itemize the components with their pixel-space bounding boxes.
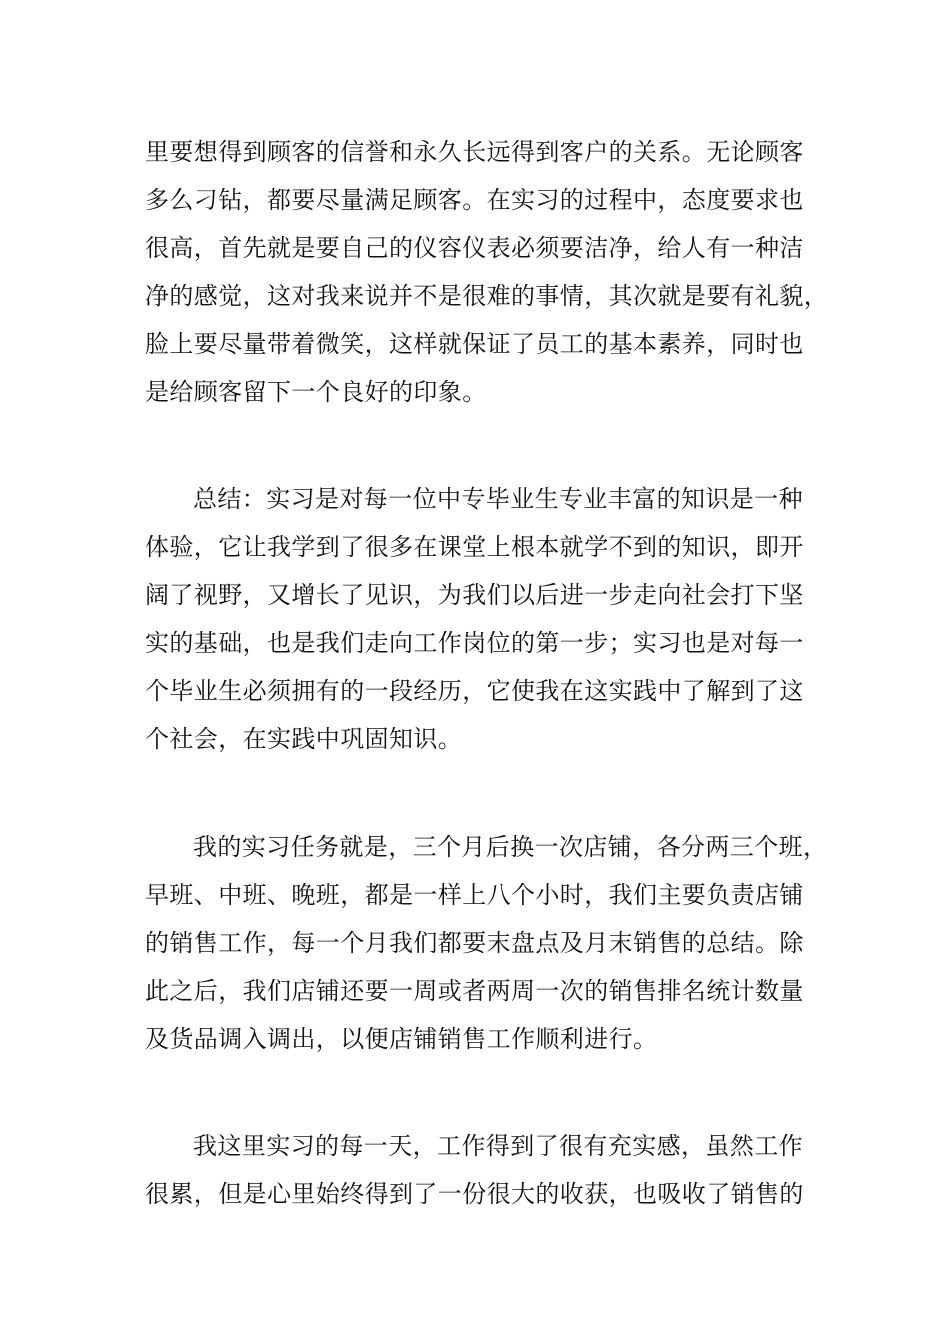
paragraph-1-line-1: 里要想得到顾客的信誉和永久长远得到客户的关系。无论顾客 [145,138,804,166]
paragraph-2-line-1: 总结：实习是对每一位中专毕业生专业丰富的知识是一种 [193,485,803,513]
paragraph-4-line-1: 我这里实习的每一天，工作得到了很有充实感，虽然工作 [193,1132,803,1160]
paragraph-4-line-2: 很累，但是心里始终得到了一份很大的收获，也吸收了销售的 [145,1180,804,1208]
paragraph-1-line-4: 净的感觉，这对我来说并不是很难的事情，其次就是要有礼貌， [145,282,829,310]
paragraph-3-line-4: 此之后，我们店铺还要一周或者两周一次的销售排名统计数量 [145,977,804,1005]
paragraph-2-line-6: 个社会，在实践中巩固知识。 [145,725,463,753]
paragraph-3-line-1: 我的实习任务就是，三个月后换一次店铺，各分两三个班， [193,833,828,861]
paragraph-1-line-2: 多么刁钻，都要尽量满足顾客。在实习的过程中，态度要求也 [145,186,804,214]
paragraph-1-line-3: 很高，首先就是要自己的仪容仪表必须要洁净，给人有一种洁 [145,234,804,262]
paragraph-2-line-5: 个毕业生必须拥有的一段经历，它使我在这实践中了解到了这 [145,677,804,705]
paragraph-2-line-2: 体验，它让我学到了很多在课堂上根本就学不到的知识，即开 [145,533,804,561]
paragraph-2-line-3: 阔了视野，又增长了见识，为我们以后进一步走向社会打下坚 [145,581,804,609]
paragraph-1-line-5: 脸上要尽量带着微笑，这样就保证了员工的基本素养，同时也 [145,330,804,358]
paragraph-3-line-5: 及货品调入调出，以便店铺销售工作顺利进行。 [145,1025,658,1053]
paragraph-1-line-6: 是给顾客留下一个良好的印象。 [145,378,487,406]
paragraph-3-line-2: 早班、中班、晚班，都是一样上八个小时，我们主要负责店铺 [145,881,804,909]
paragraph-3-line-3: 的销售工作，每一个月我们都要末盘点及月末销售的总结。除 [145,929,804,957]
paragraph-2-line-4: 实的基础，也是我们走向工作岗位的第一步；实习也是对每一 [145,629,804,657]
